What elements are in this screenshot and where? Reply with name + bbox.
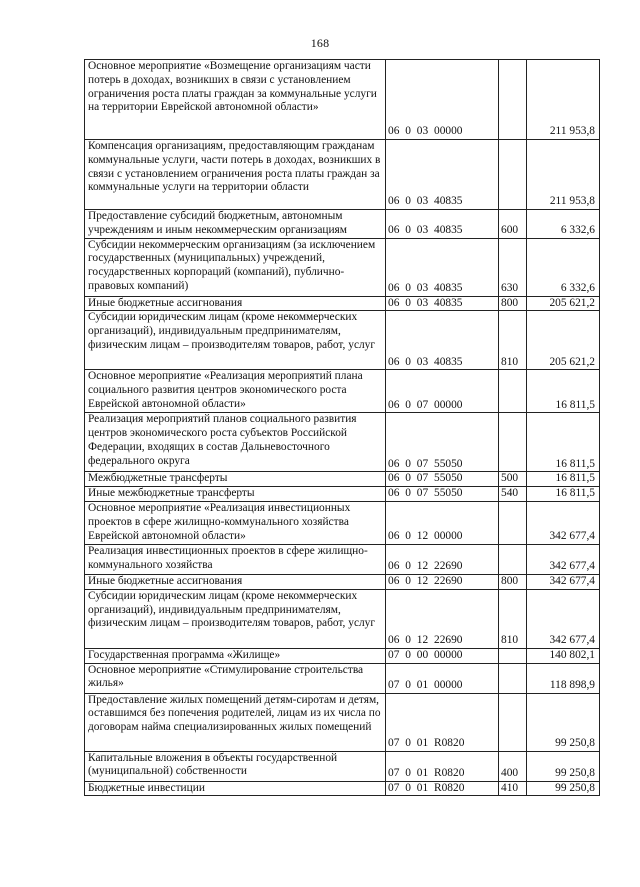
row-target-code: 06 0 03 40835 xyxy=(386,210,499,239)
row-target-code: 06 0 03 40835 xyxy=(386,296,499,311)
table-row xyxy=(85,472,600,487)
row-name: Основное мероприятие «Реализация инвестиционных проектов в сфере жилищно-коммунального хозяйства Еврейской автономной области» xyxy=(85,501,386,544)
row-name: Иные бюджетные ассигнования xyxy=(85,296,386,311)
row-name: Основное мероприятие «Возмещение организациям части потерь в доходах, возникших в связи с установлением ограничения роста платы граждан за коммунальные услуги на территории Еврейской автономной области» xyxy=(85,60,386,140)
row-expense-type xyxy=(499,501,527,544)
row-amount: 342 677,4 xyxy=(527,544,600,574)
table-row xyxy=(85,501,600,544)
row-name: Государственная программа «Жилище» xyxy=(85,648,386,663)
row-target-code: 06 0 12 22690 xyxy=(386,544,499,574)
table-row xyxy=(85,648,600,663)
table-row xyxy=(85,413,600,472)
row-target-code: 06 0 03 00000 xyxy=(386,60,499,140)
row-target-code: 06 0 07 55050 xyxy=(386,472,499,487)
row-name: Реализация инвестиционных проектов в сфере жилищно-коммунального хозяйства xyxy=(85,544,386,574)
row-target-code: 07 0 01 R0820 xyxy=(386,781,499,796)
row-amount: 99 250,8 xyxy=(527,781,600,796)
row-amount: 211 953,8 xyxy=(527,60,600,140)
row-expense-type: 500 xyxy=(499,472,527,487)
row-name: Субсидии некоммерческим организациям (за исключением государственных (муниципальных) учреждений, государственных корпораций (компаний), публично-правовых компаний) xyxy=(85,238,386,296)
budget-table-body xyxy=(85,60,600,796)
table-row xyxy=(85,370,600,413)
row-target-code: 06 0 03 40835 xyxy=(386,238,499,296)
row-target-code: 06 0 07 00000 xyxy=(386,370,499,413)
row-name: Субсидии юридическим лицам (кроме некоммерческих организаций), индивидуальным предпринимателям, физическим лицам – производителям товаров, работ, услуг xyxy=(85,589,386,648)
row-amount: 99 250,8 xyxy=(527,751,600,781)
row-expense-type xyxy=(499,648,527,663)
table-row xyxy=(85,296,600,311)
row-amount: 205 621,2 xyxy=(527,296,600,311)
row-amount: 342 677,4 xyxy=(527,574,600,589)
budget-table xyxy=(84,59,600,796)
row-expense-type: 810 xyxy=(499,589,527,648)
row-amount: 205 621,2 xyxy=(527,311,600,370)
row-name: Предоставление жилых помещений детям-сиротам и детям, оставшимся без попечения родителей, лицам из их числа по договорам найма специализированных жилых помещений xyxy=(85,693,386,751)
table-row xyxy=(85,589,600,648)
row-target-code: 07 0 01 R0820 xyxy=(386,693,499,751)
page-number: 168 xyxy=(310,36,330,50)
row-name: Основное мероприятие «Реализация мероприятий плана социального развития центров экономического роста Еврейской автономной области» xyxy=(85,370,386,413)
table-row xyxy=(85,574,600,589)
table-row xyxy=(85,781,600,796)
row-expense-type xyxy=(499,413,527,472)
row-amount: 118 898,9 xyxy=(527,663,600,693)
row-target-code: 06 0 07 55050 xyxy=(386,487,499,502)
row-amount: 6 332,6 xyxy=(527,238,600,296)
table-row xyxy=(85,693,600,751)
row-expense-type xyxy=(499,544,527,574)
row-amount: 16 811,5 xyxy=(527,487,600,502)
row-target-code: 06 0 12 22690 xyxy=(386,574,499,589)
row-target-code: 06 0 12 22690 xyxy=(386,589,499,648)
row-name: Реализация мероприятий планов социального развития центров экономического роста субъектов Российской Федерации, входящих в состав Дальневосточного федерального округа xyxy=(85,413,386,472)
row-name: Бюджетные инвестиции xyxy=(85,781,386,796)
row-amount: 211 953,8 xyxy=(527,140,600,210)
row-target-code: 06 0 03 40835 xyxy=(386,140,499,210)
row-name: Субсидии юридическим лицам (кроме некоммерческих организаций), индивидуальным предпринимателям, физическим лицам – производителям товаров, работ, услуг xyxy=(85,311,386,370)
row-expense-type xyxy=(499,693,527,751)
row-expense-type: 800 xyxy=(499,574,527,589)
row-amount: 16 811,5 xyxy=(527,370,600,413)
row-expense-type: 800 xyxy=(499,296,527,311)
table-row xyxy=(85,751,600,781)
table-row xyxy=(85,487,600,502)
row-target-code: 06 0 12 00000 xyxy=(386,501,499,544)
row-expense-type: 540 xyxy=(499,487,527,502)
row-amount: 16 811,5 xyxy=(527,413,600,472)
row-name: Иные бюджетные ассигнования xyxy=(85,574,386,589)
row-expense-type xyxy=(499,370,527,413)
row-amount: 16 811,5 xyxy=(527,472,600,487)
row-target-code: 06 0 07 55050 xyxy=(386,413,499,472)
table-row xyxy=(85,60,600,140)
row-amount: 99 250,8 xyxy=(527,693,600,751)
row-expense-type xyxy=(499,140,527,210)
table-row xyxy=(85,210,600,239)
row-amount: 140 802,1 xyxy=(527,648,600,663)
table-row xyxy=(85,311,600,370)
row-expense-type: 630 xyxy=(499,238,527,296)
row-amount: 342 677,4 xyxy=(527,589,600,648)
row-amount: 342 677,4 xyxy=(527,501,600,544)
row-name: Иные межбюджетные трансферты xyxy=(85,487,386,502)
row-target-code: 07 0 00 00000 xyxy=(386,648,499,663)
table-row xyxy=(85,238,600,296)
row-expense-type xyxy=(499,663,527,693)
row-expense-type: 600 xyxy=(499,210,527,239)
table-row xyxy=(85,663,600,693)
row-expense-type: 410 xyxy=(499,781,527,796)
row-expense-type: 810 xyxy=(499,311,527,370)
row-name: Предоставление субсидий бюджетным, автономным учреждениям и иным некоммерческим организациям xyxy=(85,210,386,239)
table-row xyxy=(85,140,600,210)
row-name: Межбюджетные трансферты xyxy=(85,472,386,487)
row-expense-type: 400 xyxy=(499,751,527,781)
row-name: Основное мероприятие «Стимулирование строительства жилья» xyxy=(85,663,386,693)
row-target-code: 07 0 01 R0820 xyxy=(386,751,499,781)
table-row xyxy=(85,544,600,574)
row-target-code: 06 0 03 40835 xyxy=(386,311,499,370)
row-expense-type xyxy=(499,60,527,140)
row-amount: 6 332,6 xyxy=(527,210,600,239)
row-name: Капитальные вложения в объекты государственной (муниципальной) собственности xyxy=(85,751,386,781)
row-name: Компенсация организациям, предоставляющим гражданам коммунальные услуги, части потерь в доходах, возникших в связи с установлением ограничения роста платы граждан за коммунальные услуги на территории области xyxy=(85,140,386,210)
row-target-code: 07 0 01 00000 xyxy=(386,663,499,693)
